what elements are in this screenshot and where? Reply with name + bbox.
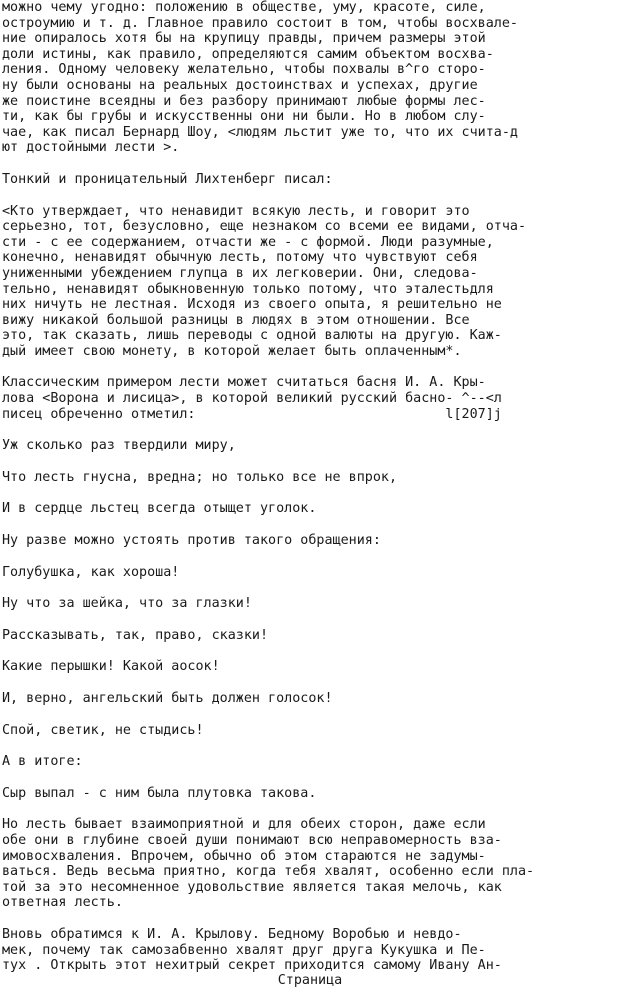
text-line: чае, как писал Бернард Шоу, <людям льстит уже то, что их счита-д	[2, 124, 518, 140]
page-footer	[0, 973, 620, 989]
text-line: ления. Одному человеку желательно, чтобы похвалы в^го сторо-	[2, 62, 486, 78]
verse-line-block	[2, 533, 618, 549]
text-line: ют достойными лести >.	[2, 140, 180, 156]
paragraph	[2, 817, 618, 911]
text-line: них ничуть не лестная. Исходя из своего опыта, я решительно не	[2, 297, 502, 313]
verse-line-block	[2, 565, 618, 581]
paragraph-gap	[2, 643, 618, 659]
text-line: А в итоге:	[2, 754, 83, 770]
verse-line-block	[2, 754, 618, 770]
document-body	[2, 0, 618, 974]
text-line: доли истины, как правило, определяются самим объектом восхва-	[2, 46, 494, 62]
verse-line-block	[2, 659, 618, 675]
paragraph-gap	[2, 454, 618, 470]
text-line: Голубушка, как хороша!	[2, 564, 180, 580]
paragraph-gap	[2, 422, 618, 438]
verse-line-block	[2, 723, 618, 739]
paragraph-gap	[2, 188, 618, 204]
text-line: писец обреченно отметил: l[207]j	[2, 406, 502, 422]
paragraph-gap	[2, 911, 618, 927]
paragraph-gap	[2, 738, 618, 754]
paragraph-gap	[2, 517, 618, 533]
text-line: Тонкий и проницательный Лихтенберг писал:	[2, 171, 333, 187]
text-line: Ну разве можно устоять против такого обращения:	[2, 533, 381, 549]
paragraph	[2, 375, 618, 422]
text-line: Вновь обратимся к И. А. Крылову. Бедному Воробью и невдо-	[2, 926, 462, 942]
page-label: Страница	[277, 973, 343, 988]
paragraph-gap	[2, 707, 618, 723]
text-line: серьезно, тот, безусловно, еще незнаком со всеми ее видами, отча-	[2, 219, 527, 235]
text-line: Уж сколько раз твердили миру,	[2, 438, 236, 454]
text-line: остроумию и т. д. Главное правило состоит в том, чтобы восхвале-	[2, 15, 518, 31]
text-line: тельно, ненавидят обыкновенную только потому, что эталестьдля	[2, 281, 494, 297]
verse-line-block	[2, 691, 618, 707]
text-line: Рассказывать, так, право, сказки!	[2, 627, 269, 643]
text-line: вижу никакой большой разницы в людях в этом отношении. Все	[2, 312, 470, 328]
text-line: Какие перышки! Какой аосок!	[2, 659, 220, 675]
paragraph-gap	[2, 612, 618, 628]
paragraph-gap	[2, 485, 618, 501]
text-line: дый имеет свою монету, в которой желает быть оплаченным*.	[2, 343, 462, 359]
verse-line-block	[2, 596, 618, 612]
paragraph-gap	[2, 580, 618, 596]
paragraph	[2, 204, 618, 360]
text-line: униженными убеждением глупца в их легковерии. Они, следова-	[2, 265, 478, 281]
text-line: Ну что за шейка, что за глазки!	[2, 596, 252, 612]
text-line: И, верно, ангельский быть должен голосок!	[2, 691, 333, 706]
verse-line-block	[2, 438, 618, 454]
verse-line-block	[2, 786, 618, 802]
paragraph	[2, 0, 618, 156]
text-line: конечно, ненавидят обычную лесть, потому что чувствуют себя	[2, 250, 478, 266]
text-line: это, так сказать, лишь переводы с одной валюты на другую. Каж-	[2, 328, 502, 344]
text-line: ваться. Ведь весьма приятно, когда тебя хвалят, особенно если пла-	[2, 864, 535, 880]
text-line: сти - с ее содержанием, отчасти же - с формой. Люди разумные,	[2, 234, 494, 250]
verse-line-block	[2, 501, 618, 517]
text-line: ну были основаны на реальных достоинствах и успехах, другие	[2, 77, 478, 93]
text-line: же поистине всеядны и без разбору принимают любые формы лес-	[2, 93, 486, 109]
text-line: ответная лесть.	[2, 895, 123, 911]
text-line: Спой, светик, не стыдись!	[2, 722, 204, 738]
text-line: <Кто утверждает, что ненавидит всякую лесть, и говорит это	[2, 203, 470, 219]
text-line: мек, почему так самозабвенно хвалят друг друга Кукушка и Пе-	[2, 942, 486, 958]
text-line: имовосхваления. Впрочем, обычно об этом стараются не задумы-	[2, 848, 486, 864]
text-line: ние опиралось хотя бы на крупицу правды, причем размеры этой	[2, 31, 486, 47]
paragraph-gap	[2, 156, 618, 172]
text-line: Сыр выпал - с ним была плутовка такова.	[2, 785, 317, 801]
text-line: той за это несомненное удовольствие является такая мелочь, как	[2, 879, 502, 895]
verse-line-block	[2, 470, 618, 486]
text-line: тух . Открыть этот нехитрый секрет приходится самому Ивану Ан-	[2, 958, 502, 974]
text-line: Что лесть гнусна, вредна; но только все не впрок,	[2, 469, 398, 485]
paragraph-gap	[2, 549, 618, 565]
text-line: лова <Ворона и лисица>, в которой великий русский басно- ^--<л	[2, 391, 502, 407]
paragraph-gap	[2, 359, 618, 375]
text-line: Классическим примером лести может считаться басня И. А. Кры-	[2, 375, 486, 391]
text-line: ти, как бы грубы и искусственны они ни были. Но в любом слу-	[2, 109, 486, 125]
text-line: можно чему угодно: положению в обществе, уму, красоте, силе,	[2, 0, 486, 15]
paragraph-gap	[2, 801, 618, 817]
text-line: Но лесть бывает взаимоприятной и для обеих сторон, даже если	[2, 817, 486, 833]
paragraph	[2, 172, 618, 188]
text-line: И в сердце льстец всегда отыщет уголок.	[2, 501, 317, 517]
verse-line-block	[2, 628, 618, 644]
text-line: обе они в глубине своей души понимают всю неправомерность вза-	[2, 832, 502, 848]
paragraph-gap	[2, 770, 618, 786]
paragraph	[2, 927, 618, 974]
paragraph-gap	[2, 675, 618, 691]
